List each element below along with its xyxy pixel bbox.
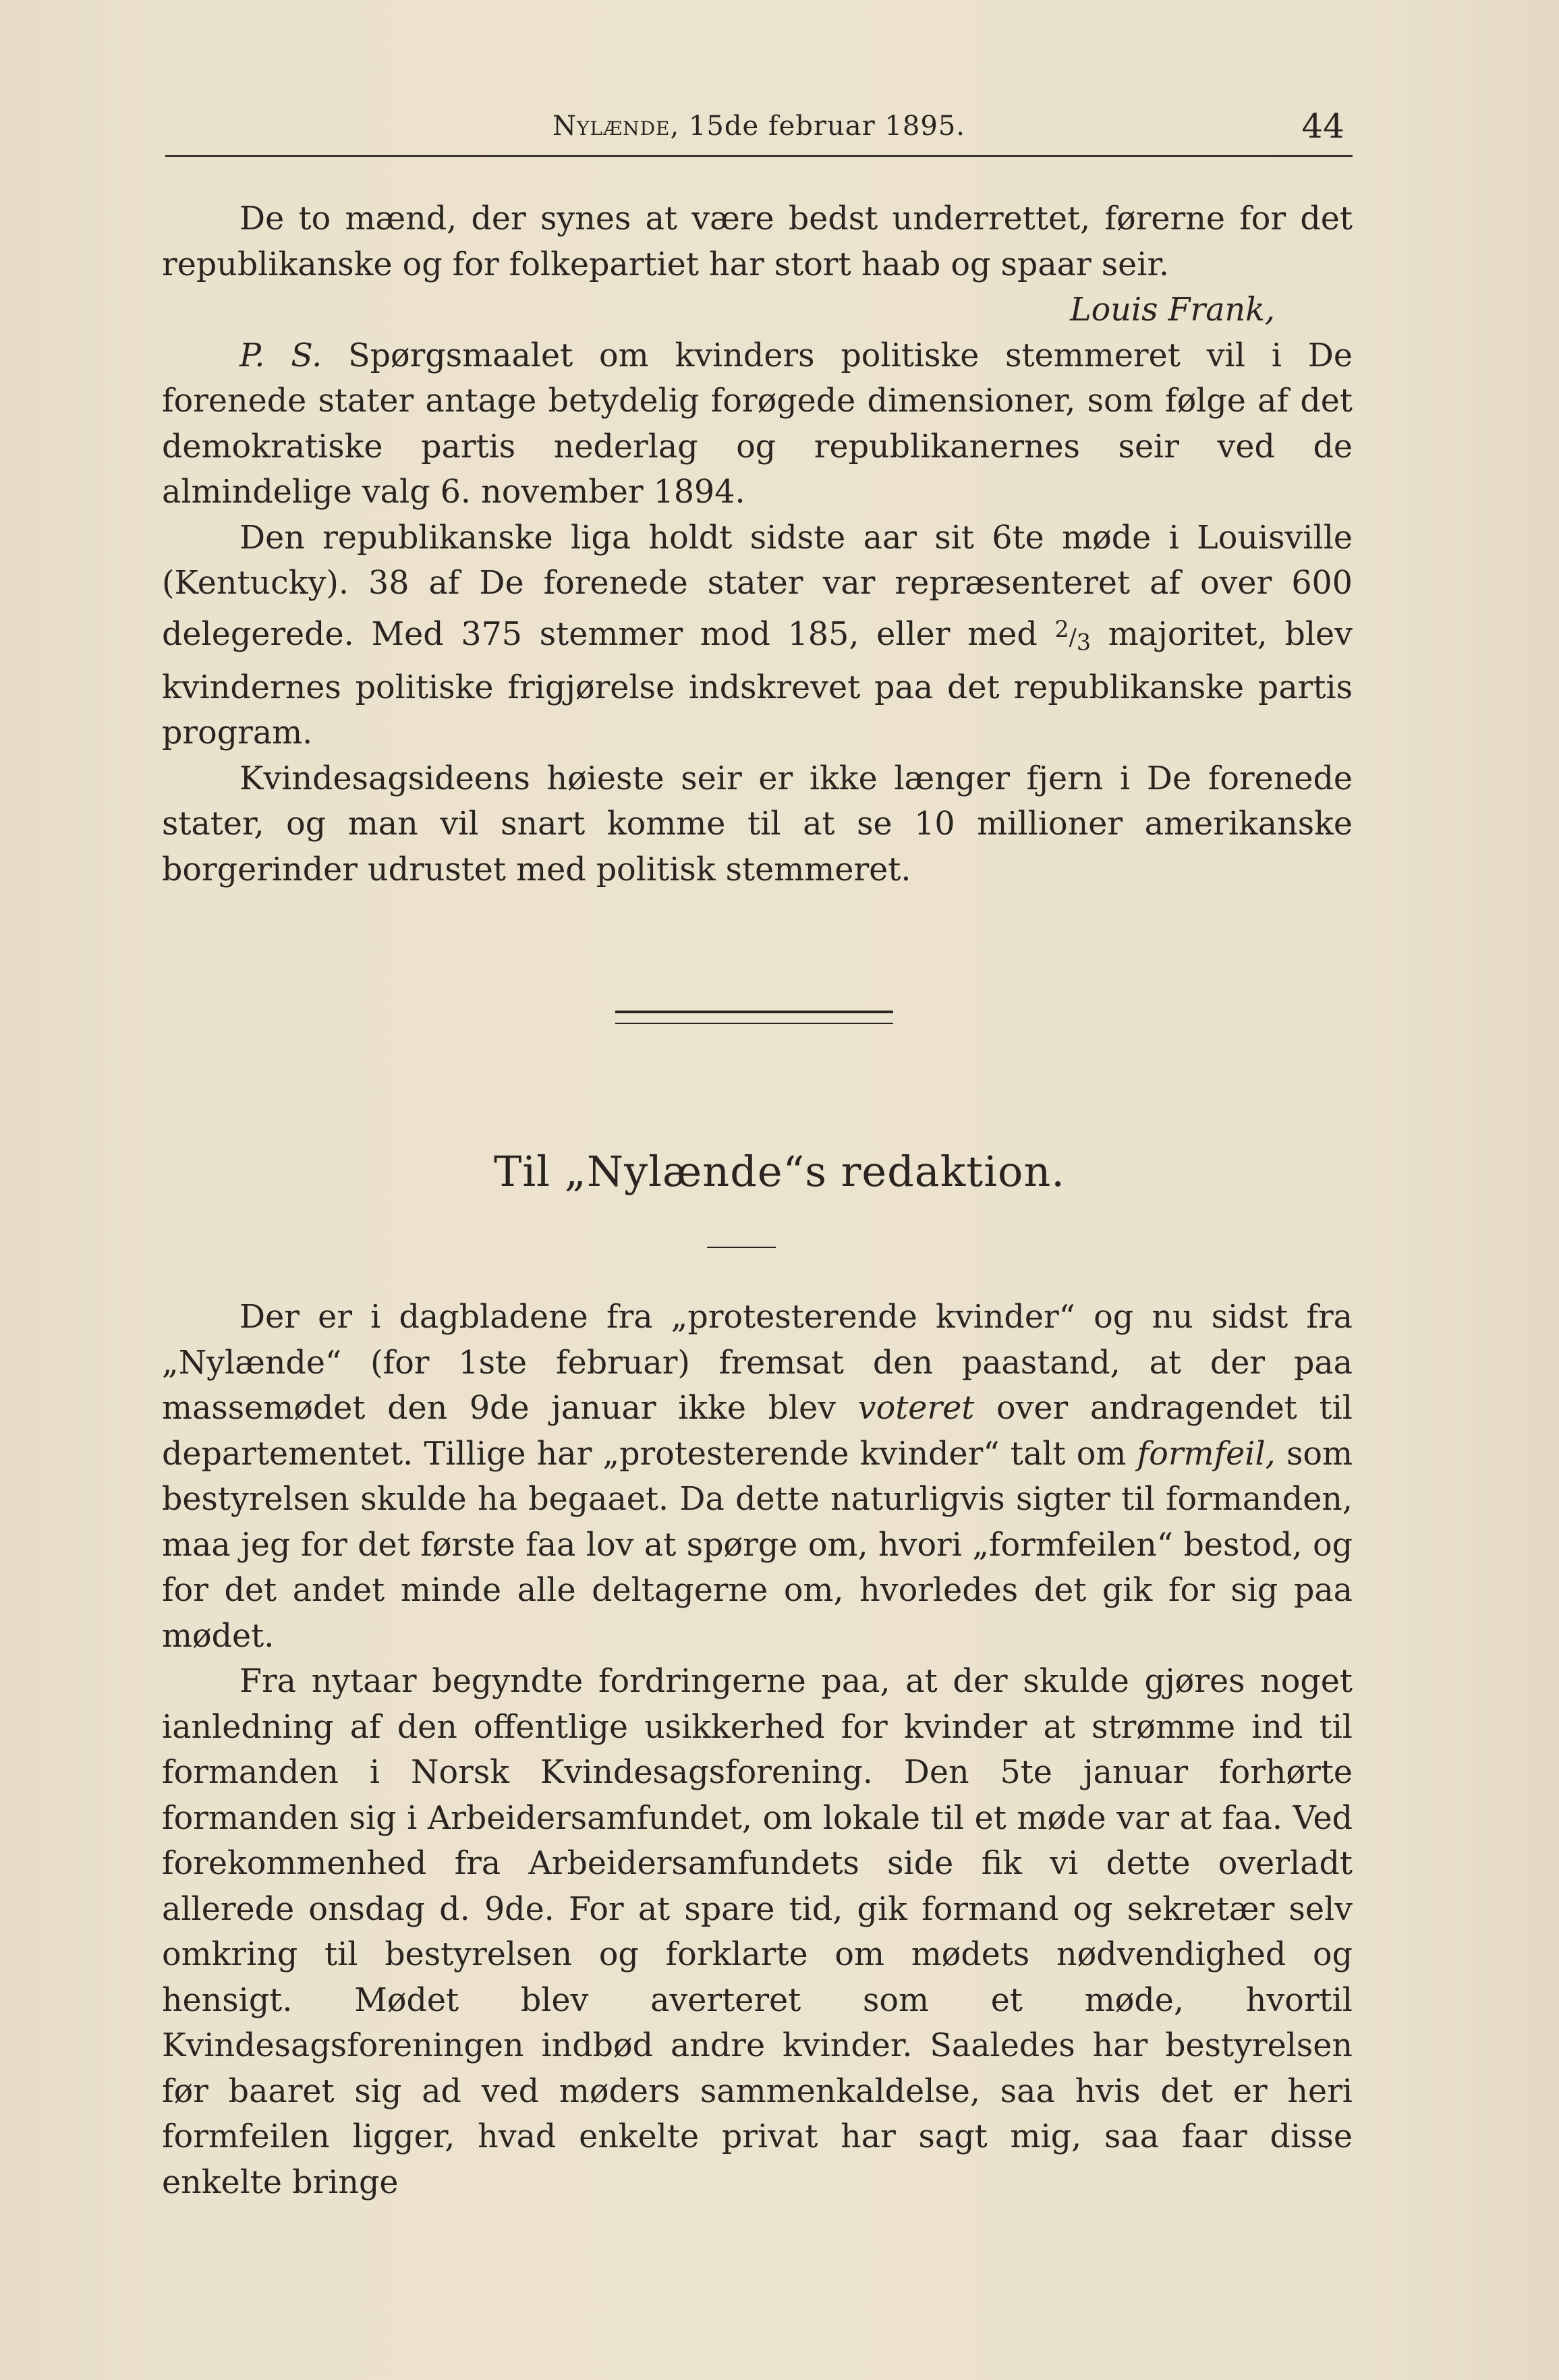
fraction-numerator: 2 [1054,615,1069,642]
fraction-denominator: 3 [1076,629,1092,656]
ps-text: Spørgsmaalet om kvinders politiske stemmeret vil i De forenede stater antage betydelig forøgede dimensioner, som følge af det demokratiske partis nederlag og republikanernes seir ved de almindelige valg 6. november 1894. [162,337,1353,511]
title-rule [707,1247,776,1248]
p1-text-a: Der er i dagbladene fra „protesterende kvinder“ og nu sidst fra „Nylænde“ (for 1ste februar) fremsat den paastand, at der paa massemødet den 9de januar ikke blev [162,1299,1353,1427]
signature: Louis Frank, [1070,291,1275,329]
page-number: 44 [1301,107,1344,146]
article-paragraph-1 [162,1295,1353,1659]
article-title: Til „Nylænde“s redaktion. [493,1147,1065,1196]
liga-paragraph [162,515,1353,756]
p1-formfeil: formfeil, [1137,1435,1276,1473]
fraction: $^2/_3$ [1054,615,1092,656]
running-head [165,111,1353,142]
running-header [165,101,1353,157]
issue-date: 15de februar 1895. [688,111,965,142]
article-body [162,1295,1353,2205]
section-divider [615,1011,893,1024]
journal-name: Nylænde, [552,111,680,142]
p1-text-b: over andragendet til departementet. Tillige har „protesterende kvinder“ talt om [162,1390,1353,1473]
liga-text-a: Den republikanske liga holdt sidste aar sit 6te møde i Louisville (Kentucky). 38 af De forenede stater var repræsenteret af over 600 delegerede. Med 375 stemmer mod 185, eller med [162,519,1353,653]
letter-continuation [162,196,1353,893]
p1-text-c: som bestyrelsen skulde ha begaaet. Da dette naturligvis sigter til formanden, maa jeg for det første faa lov at spørge om, hvori „formfeilen“ bestod, og for det andet minde alle deltagerne om, hvorledes det gik for sig paa mødet. [162,1435,1353,1655]
article-paragraph-2: Fra nytaar begyndte fordringerne paa, at der skulde gjøres noget ianledning af den offentlige usikkerhed for kvinder at strømme ind til formanden i Norsk Kvindesagsforening. Den 5te januar forhørte formanden sig i Arbeidersamfundet, om lokale til et møde var at faa. Ved forekommenhed fra Arbeidersamfundets side fik vi dette overladt allerede onsdag d. 9de. For at spare tid, gik formand og sekretær selv omkring til bestyrelsen og forklarte om mødets nødvendighed og hensigt. Mødet blev averteret som et møde, hvortil Kvindesagsforeningen indbød andre kvinder. Saaledes har bestyrelsen før baaret sig ad ved møders sammenkaldelse, saa hvis det er heri formfeilen ligger, hvad enkelte privat har sagt mig, saa faar disse enkelte bringe [162,1663,1353,2201]
liga-text-b: majoritet, blev kvindernes politiske frigjørelse indskrevet paa det republikanske partis program. [162,615,1353,752]
closing-paragraph: De to mænd, der synes at være bedst underrettet, førerne for det republikanske og for folkepartiet har stort haab og spaar seir. [162,200,1353,283]
postscript-paragraph [162,333,1353,515]
victory-paragraph: Kvindesagsideens høieste seir er ikke længer fjern i De forenede stater, og man vil snart komme til at se 10 millioner amerikanske borgerinder udrustet med politisk stemmeret. [162,760,1353,888]
p1-voteret: voteret [857,1390,975,1427]
ps-label: P. S. [239,337,322,374]
